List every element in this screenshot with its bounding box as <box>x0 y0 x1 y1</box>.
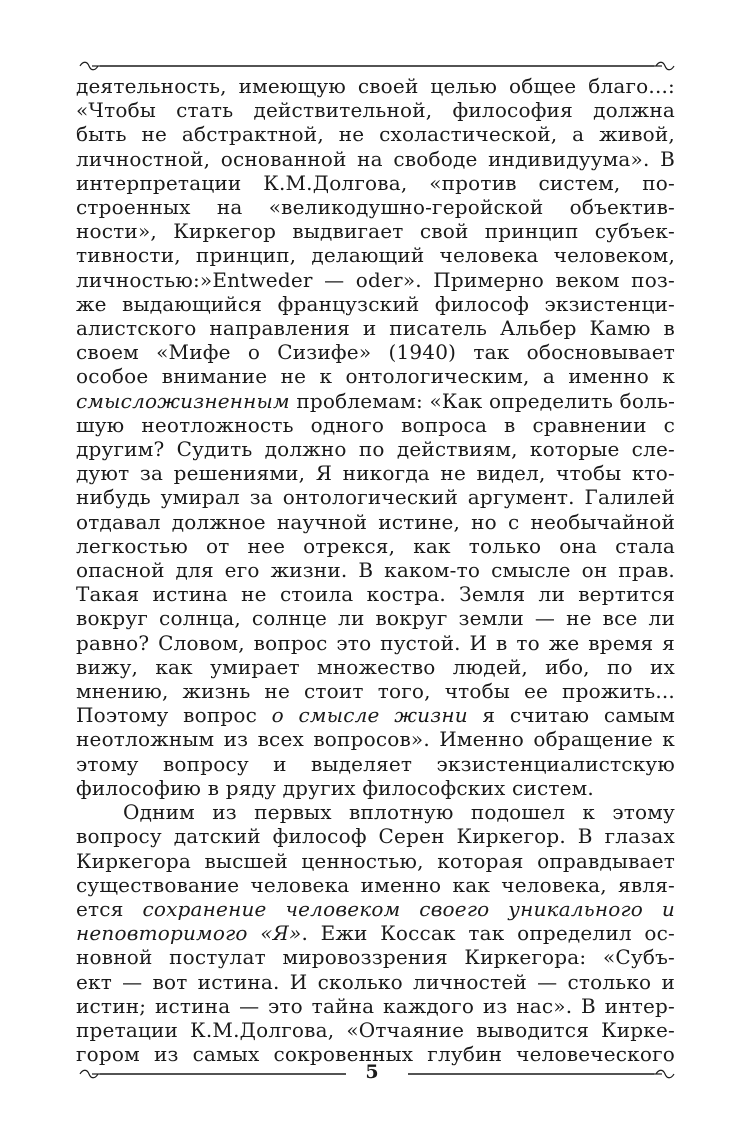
text-line: новной постулат мировоззрения Киркегора: «Субъ- <box>76 945 675 970</box>
text-line: неотложным из всех вопросов». Именно обращение к <box>76 727 675 752</box>
text-line: личностной, основанной на свободе индивидуума». В <box>76 146 675 171</box>
emphasized-text: смысложизненным <box>76 388 290 413</box>
text-line: гором из самых сокровенных глубин человеческого <box>76 1042 675 1067</box>
text-run: . Ежи Коссак так определил ос- <box>301 921 675 946</box>
text-line: истин; истина — это тайна каждого из нас». В интер- <box>76 993 675 1018</box>
text-line <box>76 897 675 921</box>
text-line: вопросу датский философ Серен Киркегор. В глазах <box>76 824 675 849</box>
text-line: «Чтобы стать действительной, философия должна <box>76 98 675 123</box>
text-line: нибудь умирал за онтологический аргумент. Галилей <box>76 485 675 510</box>
text-line: мнению, жизнь не стоит того, чтобы ее прожить... <box>76 679 675 704</box>
emphasized-text: неповторимого «Я» <box>76 921 302 946</box>
text-line: отдавал должное научной истине, но с необычайной <box>76 509 675 534</box>
text-line: этому вопросу и выделяет экзистенциалистскую <box>76 751 675 776</box>
emphasized-text: о смысле жизни <box>271 703 468 728</box>
text-line: ности», Киркегор выдвигает свой принцип субъек- <box>76 219 675 244</box>
text-line: опасной для его жизни. В каком-то смысле он прав. <box>76 558 675 583</box>
text-line: строенных на «великодушно-геройской объектив- <box>76 195 675 220</box>
emphasized-text: сохранение человеком своего уникального и <box>142 896 675 921</box>
top-ornamental-rule <box>78 60 676 72</box>
text-line: особое внимание не к онтологическим, а именно к <box>76 364 675 389</box>
text-line: интерпретации К.М.Долгова, «против систем, по- <box>76 170 675 195</box>
text-line: дуют за решениями, Я никогда не видел, чтобы кто- <box>76 461 675 486</box>
text-run: ется <box>76 896 143 921</box>
text-line: Такая истина не стоила костра. Земля ли вертится <box>76 582 675 607</box>
text-line: шую неотложность одного вопроса в сравнении с <box>76 412 675 437</box>
text-line: ект — вот истина. И сколько личностей — столько и <box>76 969 675 994</box>
text-line: легкостью от нее отрекся, как только она стала <box>76 533 675 558</box>
text-line: вокруг солнца, солнце ли вокруг земли — не все ли <box>76 606 675 631</box>
text-line: быть не абстрактной, не схоластической, а живой, <box>76 122 675 147</box>
text-line: деятельность, имеющую своей целью общее благо...: <box>76 74 675 98</box>
text-line: Киркегора высшей ценностью, которая оправдывает <box>76 848 675 873</box>
text-line: тивности, принцип, делающий человека человеком, <box>76 243 675 268</box>
text-line: своем «Мифе о Сизифе» (1940) так обосновывает <box>76 340 675 365</box>
text-run: проблемам: «Как определить боль- <box>289 388 675 413</box>
text-line <box>76 921 675 945</box>
text-line: философию в ряду других философских систем. <box>76 775 594 800</box>
text-line: существование человека именно как человека, явля- <box>76 872 675 897</box>
page-number: 5 <box>365 1061 379 1083</box>
text-line: равно? Словом, вопрос это пустой. И в то же время я <box>76 630 675 655</box>
text-line <box>76 703 675 727</box>
text-line: другим? Судить должно по действиям, которые сле- <box>76 437 675 462</box>
text-line: личностью:»Entweder — oder». Примерно веком поз- <box>76 267 675 292</box>
body-text <box>76 74 675 1066</box>
text-line: же выдающийся французский философ экзистенци- <box>76 291 675 316</box>
text-line: Одним из первых вплотную подошел к этому <box>123 800 675 825</box>
text-run: Поэтому вопрос <box>76 703 272 728</box>
text-run: я считаю самым <box>467 703 675 728</box>
text-line <box>76 389 675 413</box>
text-line: претации К.М.Долгова, «Отчаяние выводится Кирке- <box>76 1017 675 1042</box>
text-line: алистского направления и писатель Альбер Камю в <box>76 316 675 341</box>
text-line: вижу, как умирает множество людей, ибо, по их <box>76 654 675 679</box>
